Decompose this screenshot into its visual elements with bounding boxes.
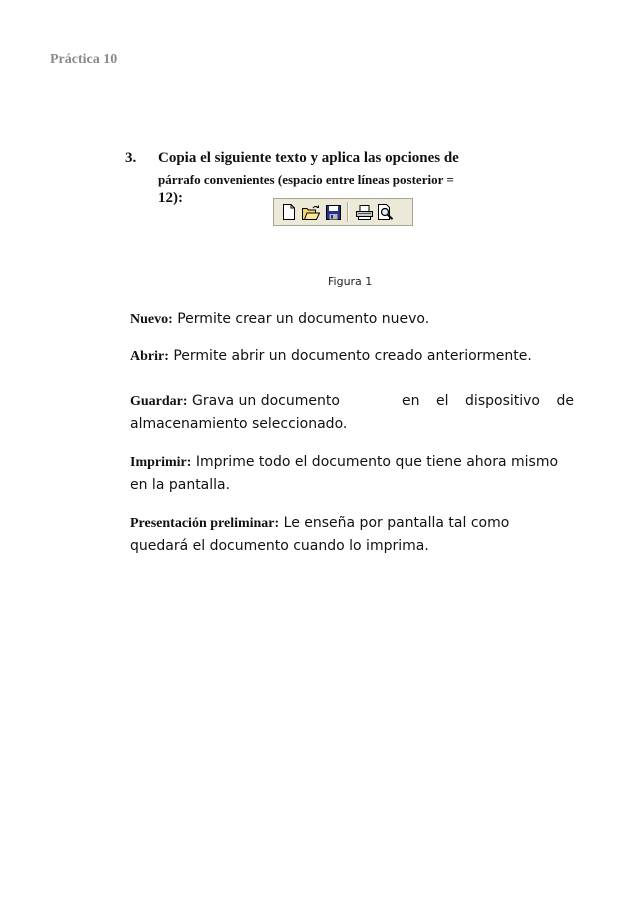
exercise-number: 3. [125, 150, 137, 166]
definition-presentacion [130, 512, 574, 557]
open-folder-icon[interactable] [300, 201, 322, 223]
save-disk-icon[interactable] [322, 201, 344, 223]
presentacion-line-2: quedará el documento cuando lo imprima. [130, 538, 429, 554]
imprimir-line-1 [130, 451, 574, 474]
text-guardar-w2: el [436, 393, 449, 409]
text-presentacion: Le enseña por pantalla tal como [283, 515, 510, 531]
page-header: Práctica 10 [50, 52, 118, 67]
print-icon[interactable] [353, 201, 375, 223]
figure-caption: Figura 1 [328, 275, 373, 288]
text-guardar-w3: dispositivo [465, 393, 540, 409]
definition-guardar [130, 390, 574, 435]
text-nuevo: Permite crear un documento nuevo. [177, 311, 430, 327]
text-imprimir: Imprime todo el documento que tiene ahora mismo [195, 454, 559, 470]
term-imprimir: Imprimir: [130, 455, 192, 470]
definition-imprimir [130, 451, 574, 496]
exercise-line-1: Copia el siguiente texto y aplica las opciones de [158, 150, 459, 166]
term-presentacion: Presentación preliminar: [130, 516, 280, 531]
term-nuevo: Nuevo: [130, 312, 173, 327]
text-guardar-w1: en [402, 393, 420, 409]
presentacion-line-1 [130, 512, 574, 535]
term-guardar: Guardar: [130, 394, 188, 409]
term-abrir: Abrir: [130, 349, 169, 364]
text-abrir: Permite abrir un documento creado anteriormente. [173, 348, 532, 364]
guardar-line-1 [130, 390, 574, 413]
definition-nuevo [130, 308, 574, 331]
guardar-line-2: almacenamiento seleccionado. [130, 416, 348, 432]
exercise-line-3: 12): [158, 190, 183, 206]
imprimir-line-2: en la pantalla. [130, 477, 231, 493]
definition-abrir [130, 345, 574, 368]
toolbar-separator [347, 202, 349, 222]
exercise-line-2: párrafo convenientes (espacio entre líneas posterior = [158, 172, 454, 187]
new-document-icon[interactable] [278, 201, 300, 223]
text-guardar-a: Grava un documento [192, 393, 340, 409]
text-guardar-w4: de [556, 393, 574, 409]
print-preview-icon[interactable] [375, 201, 397, 223]
word-toolbar-figure [273, 198, 413, 226]
